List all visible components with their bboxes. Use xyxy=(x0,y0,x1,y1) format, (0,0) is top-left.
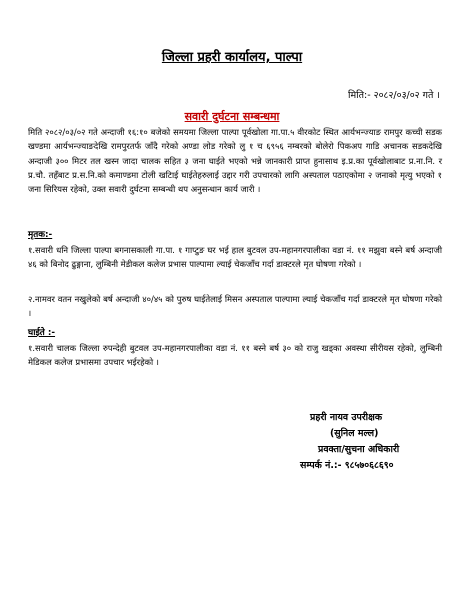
deceased-heading: मृतक:- xyxy=(28,230,53,240)
deceased-item-1: १.सवारी धनि जिल्ला पाल्पा बगनासकाली गा.पा. १ गाप्टुङ घर भई हाल बुटवल उप-महानगरपालीका वडा नं. ११ मझुवा बस्ने बर्ष अन्दाजी ४६ को बिनोद ढुङ्गाना, लुम्बिनी मेडीकल कलेज प्रभास पाल्पामा ल्याई चेकजाँच गर्दा डाक्टरले मृत घोषणा गरेको । xyxy=(28,245,442,270)
contact-number: सम्पर्क नं.:- ९८५७०६८६९० xyxy=(300,460,394,471)
signatory-name: (सुनिल मल्ल) xyxy=(330,428,379,439)
signatory-role: प्रवक्ता/सुचना अधिकारी xyxy=(318,444,400,455)
issue-date: मिति:- २०८२/०३/०२ गते । xyxy=(348,90,440,101)
injured-item-1: १.सवारी चालक जिल्ला रुपन्देही बुटवल उप-महानगरपालीका वडा नं. ११ बस्ने बर्ष ३० को राजु खड्का अवस्था सीरीयस रहेको, लुम्बिनी मेडिकल कलेज प्रभासमा उपचार भईरहेको । xyxy=(28,343,442,368)
deceased-item-2: २.नामवर वतन नखुलेको बर्ष अन्दाजी ४०/४५ को पुरुष घाईतेलाई मिसन अस्पताल पाल्पामा ल्याई चेकजाँच गर्दा डाक्टरले मृत घोषणा गरेको । xyxy=(28,294,442,319)
office-title: जिल्ला प्रहरी कार्यालय, पाल्पा xyxy=(161,50,303,65)
injured-heading: घाईते :- xyxy=(28,328,56,338)
signature-block xyxy=(300,410,450,474)
signatory-designation: प्रहरी नायव उपरीक्षक xyxy=(310,412,383,423)
incident-paragraph: मिति २०८२/०३/०२ गते अन्दाजी १६:१० बजेको समयमा जिल्ला पाल्पा पूर्वखोला गा.पा.५ वीरकोट स्थित आर्यभन्ज्याङ रामपुर कच्ची सडक खण्डमा आर्यभन्ज्याङदेखि रामपुरतर्फ जाँदै गरेको अण्डा लोड गरेको लु १ च ६९५६ नम्बरको बोलेरो पिकअप गाडि अचानक सडकदेखि अन्दाजी ३०० मिटर तल खस्न जादा चालक सहित ३ जना घाईते भएको भन्ने जानकारी प्राप्त हुनासाथ इ.प्र.का पूर्वखोलाबाट प्र.ना.नि. र प्र.चौ. तहँबाट प्र.स.नि.को कमाण्डमा टोली खटिाई घाईतेहरुलाई उद्दार गरी उपचारको लागि अस्पताल पठाएकोमा २ जनाको मृत्यु भएको १ जना सिरियस रहेको, उक्त सवारी दुर्घटना सम्बन्धी थप अनुसन्धान कार्य जारी । xyxy=(28,127,442,195)
subject-heading: सवारी दुर्घटना सम्बन्धमा xyxy=(184,110,280,123)
